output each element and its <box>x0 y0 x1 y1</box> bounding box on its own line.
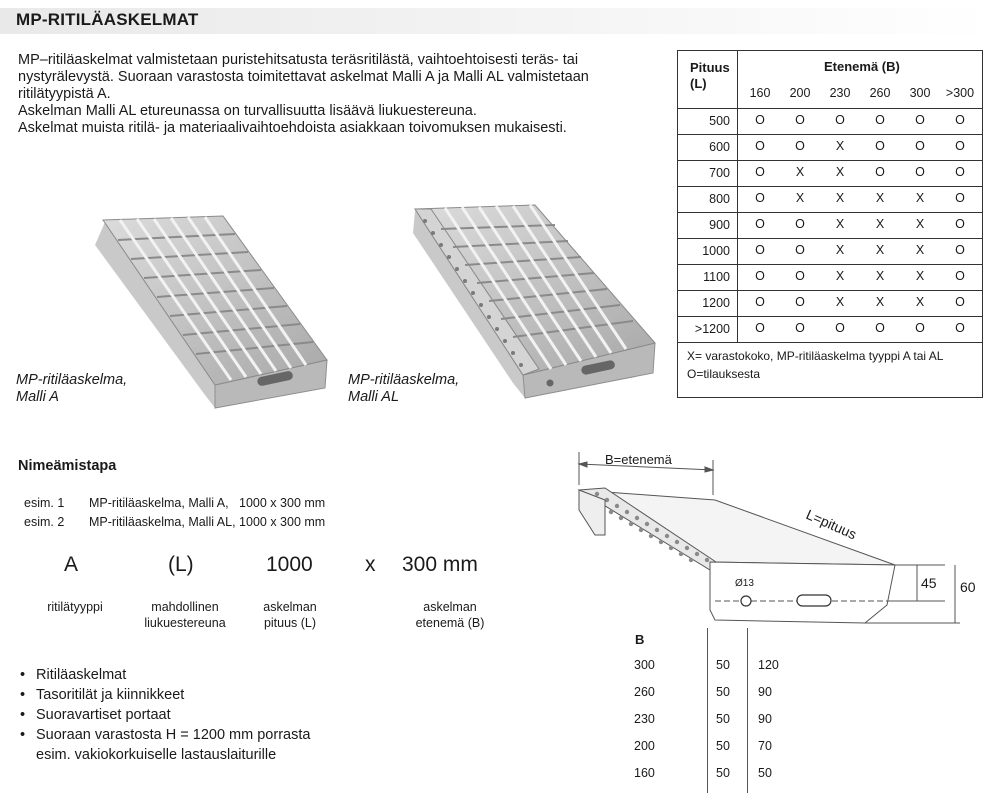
column-header: 200 <box>789 86 811 100</box>
dimension-table-divider <box>747 628 748 793</box>
dimension-cell: 300 <box>634 658 655 672</box>
caption-line: MP-ritiläaskelma, <box>348 372 460 388</box>
table-cell: X <box>875 269 885 283</box>
intro-line: nystyrälevystä. Suoraan varastosta toimitettavat askelmat Malli A ja Malli AL valmistetaan <box>18 69 589 85</box>
product-list <box>20 665 310 765</box>
table-cell: O <box>955 191 965 205</box>
column-header: >300 <box>945 86 975 100</box>
table-cell: O <box>795 269 805 283</box>
page-title: MP-RITILÄASKELMAT <box>16 10 199 29</box>
label-type <box>30 599 120 615</box>
row-length-label: 1200 <box>702 296 730 310</box>
table-cell: O <box>795 139 805 153</box>
row-length-label: >1200 <box>694 322 730 336</box>
code-depth: 300 mm <box>402 553 478 576</box>
dimension-cell: 50 <box>716 658 730 672</box>
table-cell: O <box>795 217 805 231</box>
table-cell: X <box>915 269 925 283</box>
label-length <box>245 599 335 631</box>
list-item <box>20 725 310 745</box>
length-header <box>690 60 730 92</box>
dimension-cell: 90 <box>758 685 772 699</box>
label-edge-line1: mahdollinen <box>151 600 219 614</box>
table-row <box>678 134 982 161</box>
label-edge-line2: liukuestereuna <box>144 616 226 630</box>
dimension-45: 45 <box>921 575 937 591</box>
table-cell: O <box>795 295 805 309</box>
example-2-label: esim. 2 <box>24 515 65 529</box>
table-cell: X <box>875 191 885 205</box>
table-cell: O <box>795 113 805 127</box>
table-cell: X <box>795 191 805 205</box>
list-item-text: Suoravartiset portaat <box>36 707 171 723</box>
row-length-label: 800 <box>709 192 730 206</box>
length-header-line2: (L) <box>690 76 707 91</box>
list-item <box>20 685 310 705</box>
hole-diameter-label: Ø13 <box>735 578 754 589</box>
table-cell: O <box>955 165 965 179</box>
table-cell: O <box>875 165 885 179</box>
caption-model-al <box>348 372 459 406</box>
column-header: 260 <box>869 86 891 100</box>
table-cell: O <box>755 295 765 309</box>
label-depth-line1: askelman <box>423 600 477 614</box>
row-length-label: 900 <box>709 218 730 232</box>
table-cell: O <box>755 165 765 179</box>
table-cell: O <box>795 243 805 257</box>
table-cell: X <box>835 243 845 257</box>
list-item-text: Ritiläaskelmat <box>36 667 127 683</box>
table-cell: X <box>835 139 845 153</box>
table-cell: X <box>915 295 925 309</box>
table-cell: O <box>955 321 965 335</box>
table-row <box>678 186 982 213</box>
table-cell: O <box>755 139 765 153</box>
bullet-icon: • <box>20 707 26 723</box>
example-2-text: MP-ritiläaskelma, Malli AL, 1000 x 300 mm <box>89 515 326 529</box>
table-cell: X <box>835 217 845 231</box>
caption-line: Malli AL <box>348 389 400 405</box>
table-cell: O <box>755 269 765 283</box>
table-cell: O <box>955 217 965 231</box>
table-row <box>678 108 982 135</box>
dimension-cell: 50 <box>716 766 730 780</box>
bullet-icon: • <box>20 667 26 683</box>
label-depth-line2: etenemä (B) <box>415 616 485 630</box>
intro-text <box>18 52 668 137</box>
dimension-cell: 70 <box>758 739 772 753</box>
table-cell: O <box>755 217 765 231</box>
table-row <box>678 160 982 187</box>
list-item <box>20 665 310 685</box>
dimension-cell: 230 <box>634 712 655 726</box>
legend-x: X= varastokoko, MP-ritiläaskelma tyyppi A tai AL <box>687 349 944 363</box>
table-cell: X <box>875 295 885 309</box>
column-header: 300 <box>909 86 931 100</box>
label-length-line1: askelman <box>263 600 317 614</box>
table-row <box>678 264 982 291</box>
code-times: x <box>365 553 376 576</box>
list-item-text: Tasoritilät ja kiinnikkeet <box>36 687 185 703</box>
table-cell: X <box>795 165 805 179</box>
table-cell: O <box>835 321 845 335</box>
dimension-cell: 160 <box>634 766 655 780</box>
table-row <box>678 212 982 239</box>
table-cell: X <box>915 191 925 205</box>
column-header: 230 <box>829 86 851 100</box>
step-dimension-drawing <box>565 440 990 630</box>
table-row <box>678 238 982 265</box>
table-cell: O <box>955 295 965 309</box>
row-length-label: 1000 <box>702 244 730 258</box>
example-1-label: esim. 1 <box>24 496 65 510</box>
table-cell: O <box>915 139 925 153</box>
table-cell: X <box>835 295 845 309</box>
caption-line: MP-ritiläaskelma, <box>16 372 128 388</box>
table-cell: O <box>875 321 885 335</box>
column-header: 160 <box>749 86 771 100</box>
table-row <box>678 316 982 343</box>
caption-model-a <box>16 372 127 406</box>
row-length-label: 1100 <box>703 270 730 284</box>
label-depth <box>400 599 500 631</box>
table-cell: O <box>955 113 965 127</box>
dimension-cell: 260 <box>634 685 655 699</box>
intro-line: Askelmat muista ritilä- ja materiaalivaihtoehdoista asiakkaan toivomuksen mukaisesti. <box>18 120 567 136</box>
example-1-text: MP-ritiläaskelma, Malli A, 1000 x 300 mm <box>89 496 326 510</box>
table-cell: X <box>835 191 845 205</box>
row-length-label: 700 <box>709 166 730 180</box>
l-dimension-label: L=pituus <box>803 506 860 543</box>
label-edge <box>130 599 240 631</box>
table-cell: O <box>875 113 885 127</box>
bullet-icon: • <box>20 727 26 743</box>
dimension-table-header: B <box>635 632 645 647</box>
legend-o: O=tilauksesta <box>687 367 761 381</box>
list-item-text: Suoraan varastosta H = 1200 mm porrasta <box>36 727 311 743</box>
naming-title: Nimeämistapa <box>18 458 117 474</box>
table-cell: O <box>795 321 805 335</box>
table-cell: O <box>755 191 765 205</box>
depth-header: Etenemä (B) <box>824 59 900 74</box>
code-edge: (L) <box>168 553 194 576</box>
intro-line: Askelman Malli AL etureunassa on turvallisuutta lisäävä liukuestereuna. <box>18 103 477 119</box>
table-cell: X <box>875 217 885 231</box>
table-cell: O <box>875 139 885 153</box>
table-cell: O <box>755 243 765 257</box>
b-dimension-label: B=etenemä <box>605 452 672 467</box>
row-length-label: 600 <box>709 140 730 154</box>
length-header-line1: Pituus <box>690 60 730 75</box>
code-length: 1000 <box>266 553 313 576</box>
label-length-line2: pituus (L) <box>263 616 317 630</box>
dimension-cell: 50 <box>716 685 730 699</box>
table-cell: O <box>955 139 965 153</box>
table-cell: X <box>875 243 885 257</box>
list-item-text: esim. vakiokorkuiselle lastauslaiturille <box>36 747 277 763</box>
label-type-text: ritilätyyppi <box>47 600 103 614</box>
table-cell: X <box>835 269 845 283</box>
table-row <box>678 290 982 317</box>
dimension-cell: 90 <box>758 712 772 726</box>
table-cell: O <box>915 321 925 335</box>
intro-line: MP–ritiläaskelmat valmistetaan puristehitsatusta teräsritilästä, vaihtoehtoisesti teräs- tai <box>18 52 579 68</box>
list-item <box>20 705 310 725</box>
dimension-60: 60 <box>960 579 976 595</box>
table-header <box>678 51 982 109</box>
table-cell: O <box>915 113 925 127</box>
bullet-icon: • <box>20 687 26 703</box>
dimension-table <box>622 628 792 793</box>
table-cell: X <box>835 165 845 179</box>
table-cell: O <box>835 113 845 127</box>
intro-line: ritilätyypistä A. <box>18 86 111 102</box>
dimension-cell: 50 <box>716 712 730 726</box>
dimension-cell: 50 <box>758 766 772 780</box>
table-cell: X <box>915 243 925 257</box>
table-cell: O <box>915 165 925 179</box>
dimension-cell: 120 <box>758 658 779 672</box>
caption-line: Malli A <box>16 389 59 405</box>
table-cell: O <box>955 269 965 283</box>
list-item-continuation <box>20 745 310 765</box>
dimension-cell: 200 <box>634 739 655 753</box>
table-cell: O <box>755 113 765 127</box>
availability-table <box>677 50 983 398</box>
dimension-table-divider <box>707 628 708 793</box>
row-length-label: 500 <box>709 114 730 128</box>
table-cell: O <box>955 243 965 257</box>
table-cell: O <box>755 321 765 335</box>
table-cell: X <box>915 217 925 231</box>
dimension-cell: 50 <box>716 739 730 753</box>
code-type: A <box>64 553 79 576</box>
